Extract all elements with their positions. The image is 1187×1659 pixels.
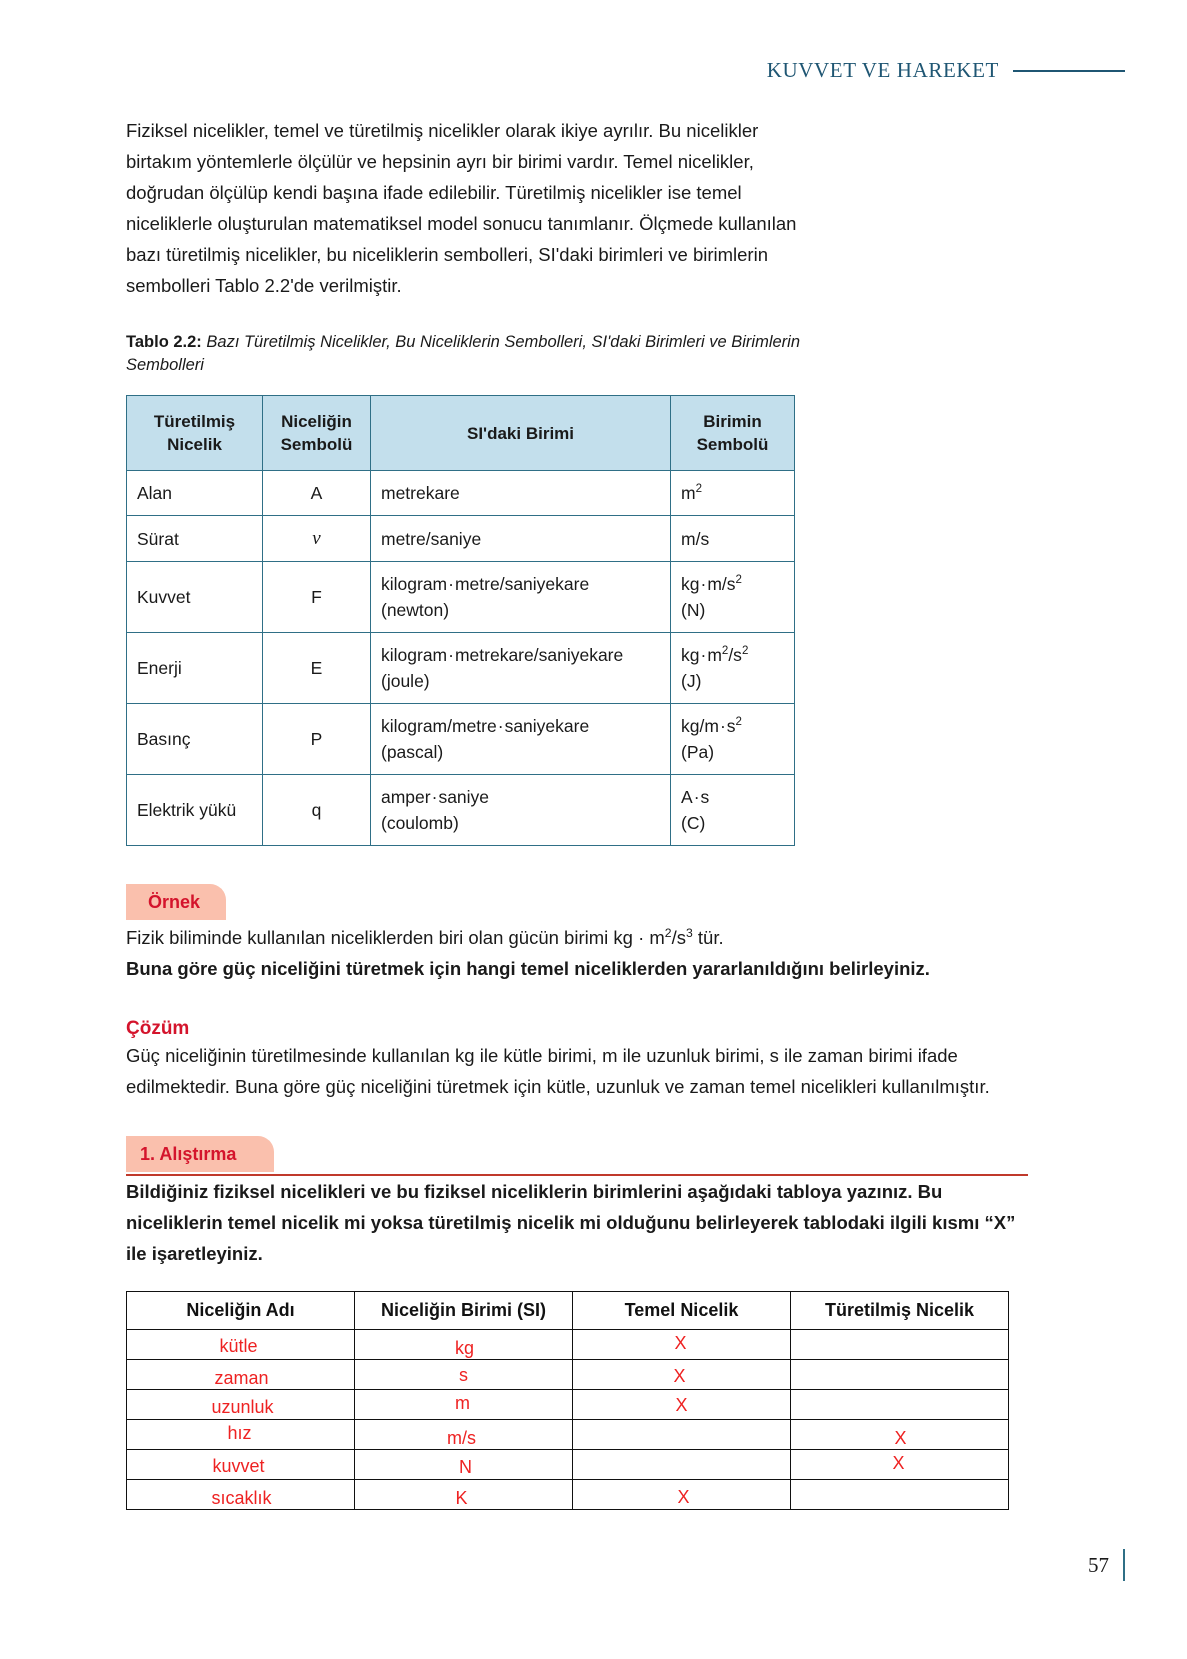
si-unit-line-1: kilogram/metre·saniyekare xyxy=(381,716,590,736)
unit-symbol-line-2: (J) xyxy=(681,671,702,691)
cell-unit-symbol xyxy=(671,704,795,775)
cell-si-unit xyxy=(371,471,671,516)
middle-dot: · xyxy=(448,645,454,665)
answer-mark: X xyxy=(677,1487,690,1507)
cell-quantity-unit[interactable] xyxy=(355,1480,573,1510)
chapter-title: KUVVET VE HAREKET xyxy=(766,58,999,82)
example-statement-mid: /s xyxy=(671,927,686,948)
col-header-base-quantity: Temel Nicelik xyxy=(573,1292,791,1330)
answer-mark: X xyxy=(673,1366,686,1386)
unit-symbol-line-1: A·s xyxy=(681,787,710,807)
cell-quantity-unit[interactable] xyxy=(355,1420,573,1450)
table-row xyxy=(127,562,795,633)
footer-rule xyxy=(1123,1549,1125,1581)
cell-quantity-name[interactable] xyxy=(127,1360,355,1390)
table-body xyxy=(127,471,795,846)
cell-base-mark[interactable] xyxy=(573,1360,791,1390)
answer-text: uzunluk xyxy=(211,1397,274,1417)
cell-quantity: Basınç xyxy=(127,704,263,775)
cell-quantity-unit[interactable] xyxy=(355,1390,573,1420)
intro-paragraph: Fiziksel nicelikler, temel ve türetilmiş nicelikler olarak ikiye ayrılır. Bu nicelikler birtakım yöntemlerle ölçülür ve hepsinin ayrı bir birimi vardır. Temel nicelikler, doğrudan ölçülüp kendi başına ifade edilebilir. Türetilmiş nicelikler ise temel niceliklerle oluşturulan matematiksel model sonucu tanımlanır. Ölçmede kullanılan bazı türetilmiş nicelikler, bu niceliklerin sembolleri, SI'daki birimleri ve birimlerin sembolleri Tablo 2.2'de verilmiştir. xyxy=(126,120,797,296)
cell-si-unit xyxy=(371,775,671,846)
table-caption xyxy=(126,331,816,377)
answer-mark: X xyxy=(675,1395,688,1415)
table-row xyxy=(127,633,795,704)
table-caption-text: Bazı Türetilmiş Nicelikler, Bu Niceliklerin Sembolleri, SI'daki Birimleri ve Birimlerin Sembolleri xyxy=(126,333,801,374)
table-row[interactable] xyxy=(127,1420,1009,1450)
cell-si-unit xyxy=(371,562,671,633)
col-header-symbol: Niceliğin Sembolü xyxy=(263,396,371,471)
cell-quantity-unit[interactable] xyxy=(355,1360,573,1390)
unit-symbol-line-1: $kg\cdot m^2/s^2$ xyxy=(681,645,749,665)
si-unit-line-2: (newton) xyxy=(381,600,450,620)
cell-quantity-name[interactable] xyxy=(127,1390,355,1420)
si-unit-line-1: amper·saniye xyxy=(381,787,490,807)
middle-dot: · xyxy=(448,574,454,594)
example-statement-before: Fizik biliminde kullanılan niceliklerden biri olan gücün birimi kg · m xyxy=(126,927,665,948)
unit-symbol-line-1: m/s xyxy=(681,528,710,549)
middle-dot: · xyxy=(700,574,707,594)
superscript: 2 xyxy=(735,574,742,587)
unit-symbol-line-2: (N) xyxy=(681,600,706,620)
answer-text: zaman xyxy=(214,1368,269,1388)
si-unit-line-1: metrekare xyxy=(381,483,460,503)
cell-si-unit xyxy=(371,704,671,775)
si-unit-line-1: metre/saniye xyxy=(381,528,482,549)
cell-si-unit xyxy=(371,516,671,562)
cell-symbol: A xyxy=(263,471,371,516)
cell-base-mark[interactable] xyxy=(573,1330,791,1360)
cell-symbol: q xyxy=(263,775,371,846)
cell-derived-mark[interactable] xyxy=(791,1480,1009,1510)
answer-mark: X xyxy=(892,1453,905,1473)
page-footer xyxy=(1088,1549,1125,1581)
cell-base-mark[interactable] xyxy=(573,1480,791,1510)
col-header-si-unit: SI'daki Birimi xyxy=(371,396,671,471)
page-content xyxy=(126,115,1028,1510)
middle-dot: · xyxy=(431,787,438,807)
cell-quantity-name[interactable] xyxy=(127,1420,355,1450)
answer-mark: X xyxy=(894,1428,907,1448)
answer-text: m xyxy=(455,1393,470,1413)
middle-dot: · xyxy=(693,787,700,807)
table-caption-label: Tablo 2.2: xyxy=(126,333,202,351)
answer-text: m/s xyxy=(447,1428,476,1448)
cell-unit-symbol xyxy=(671,471,795,516)
cell-unit-symbol xyxy=(671,562,795,633)
derived-quantities-table xyxy=(126,395,795,846)
example-question: Buna göre güç niceliğini türetmek için hangi temel niceliklerden yararlanıldığını belirleyiniz. xyxy=(126,958,930,979)
cell-base-mark[interactable] xyxy=(573,1450,791,1480)
cell-base-mark[interactable] xyxy=(573,1420,791,1450)
cell-derived-mark[interactable] xyxy=(791,1360,1009,1390)
cell-derived-mark[interactable] xyxy=(791,1330,1009,1360)
unit-symbol-line-1: $kg/m\cdot s^2$ xyxy=(681,716,742,736)
superscript: 2 xyxy=(741,645,749,658)
table-row xyxy=(127,516,795,562)
cell-quantity: Elektrik yükü xyxy=(127,775,263,846)
cell-quantity-name[interactable] xyxy=(127,1330,355,1360)
exercise-badge: 1. Alıştırma xyxy=(126,1136,274,1172)
col-header-quantity: Türetilmiş Nicelik xyxy=(127,396,263,471)
superscript: 3 xyxy=(685,925,693,940)
si-unit-line-2: (coulomb) xyxy=(381,813,459,833)
superscript: 2 xyxy=(664,925,672,940)
cell-quantity-name[interactable] xyxy=(127,1480,355,1510)
table-row[interactable] xyxy=(127,1330,1009,1360)
exercise-table-body xyxy=(127,1330,1009,1510)
si-unit-line-1: kilogram·metre/saniyekare xyxy=(381,574,590,594)
si-unit-line-2: (joule) xyxy=(381,671,430,691)
col-header-derived-quantity: Türetilmiş Nicelik xyxy=(791,1292,1009,1330)
superscript: 2 xyxy=(695,483,702,496)
table-row xyxy=(127,471,795,516)
page-running-header xyxy=(767,58,1125,83)
middle-dot: · xyxy=(719,716,726,736)
answer-text: s xyxy=(459,1365,468,1385)
cell-symbol: F xyxy=(263,562,371,633)
cell-quantity-name[interactable] xyxy=(127,1450,355,1480)
col-header-quantity-unit: Niceliğin Birimi (SI) xyxy=(355,1292,573,1330)
cell-quantity: Enerji xyxy=(127,633,263,704)
answer-mark: X xyxy=(674,1333,687,1353)
answer-text: K xyxy=(455,1488,468,1508)
page-number: 57 xyxy=(1088,1552,1109,1577)
middle-dot: · xyxy=(497,716,504,736)
exercise-badge-row xyxy=(126,1136,1028,1176)
cell-quantity-unit[interactable] xyxy=(355,1330,573,1360)
cell-base-mark[interactable] xyxy=(573,1390,791,1420)
answer-text: kg xyxy=(454,1338,474,1358)
cell-unit-symbol xyxy=(671,775,795,846)
unit-symbol-line-1: $m^2$ xyxy=(681,483,702,503)
superscript: 2 xyxy=(721,645,729,658)
table-row[interactable] xyxy=(127,1480,1009,1510)
answer-text: hız xyxy=(227,1423,252,1443)
table-row xyxy=(127,704,795,775)
symbol-italic-nu: ν xyxy=(312,528,321,549)
table-head xyxy=(127,396,795,471)
solution-text: Güç niceliğinin türetilmesinde kullanılan kg ile kütle birimi, m ile uzunluk birimi, s ile zaman birimi ifade edilmektedir. Buna göre güç niceliğini türetmek için kütle, uzunluk ve zaman temel nicelikleri kullanılmıştır. xyxy=(126,1045,990,1097)
cell-symbol: P xyxy=(263,704,371,775)
answer-text: kütle xyxy=(219,1336,258,1356)
answer-text: N xyxy=(459,1457,472,1477)
superscript: 2 xyxy=(735,716,742,729)
cell-si-unit xyxy=(371,633,671,704)
exercise-underline-rule xyxy=(126,1174,1028,1177)
col-header-unit-symbol: Birimin Sembolü xyxy=(671,396,795,471)
example-badge: Örnek xyxy=(126,884,226,920)
si-unit-line-2: (pascal) xyxy=(381,742,444,762)
table-header-row xyxy=(127,396,795,471)
example-statement xyxy=(126,922,906,953)
table-row xyxy=(127,775,795,846)
cell-derived-mark[interactable] xyxy=(791,1420,1009,1450)
unit-symbol-line-2: (C) xyxy=(681,813,706,833)
exercise-answer-table[interactable] xyxy=(126,1291,1009,1510)
table-row[interactable] xyxy=(127,1360,1009,1390)
cell-symbol: E xyxy=(263,633,371,704)
exercise-header-row xyxy=(127,1292,1009,1330)
table-row[interactable] xyxy=(127,1390,1009,1420)
table-row[interactable] xyxy=(127,1450,1009,1480)
cell-quantity-unit[interactable] xyxy=(355,1450,573,1480)
exercise-instruction: Bildiğiniz fiziksel nicelikleri ve bu fiziksel niceliklerin birimlerini aşağıdaki tabloya yazınız. Bu niceliklerin temel nicelik mi yoksa türetilmiş nicelik mi olduğunu belirleyerek tablodaki ilgili kısmı “X” ile işaretleyiniz. xyxy=(126,1181,1016,1264)
answer-text: kuvvet xyxy=(212,1456,265,1476)
cell-quantity: Sürat xyxy=(127,516,263,562)
solution-heading: Çözüm xyxy=(126,1018,190,1039)
cell-unit-symbol xyxy=(671,633,795,704)
unit-symbol-line-1: $kg\cdot m/s^2$ xyxy=(681,574,742,594)
unit-symbol-line-2: (Pa) xyxy=(681,742,715,762)
cell-symbol xyxy=(263,516,371,562)
si-unit-line-1: kilogram·metrekare/saniyekare xyxy=(381,645,624,665)
cell-quantity: Alan xyxy=(127,471,263,516)
cell-quantity: Kuvvet xyxy=(127,562,263,633)
middle-dot: · xyxy=(700,645,707,665)
col-header-quantity-name: Niceliğin Adı xyxy=(127,1292,355,1330)
header-rule xyxy=(1013,70,1125,72)
cell-unit-symbol xyxy=(671,516,795,562)
cell-derived-mark[interactable] xyxy=(791,1450,1009,1480)
cell-derived-mark[interactable] xyxy=(791,1390,1009,1420)
exercise-table-head xyxy=(127,1292,1009,1330)
example-statement-after: tür. xyxy=(692,927,724,948)
answer-text: sıcaklık xyxy=(211,1488,272,1508)
example-badge-row xyxy=(126,884,1028,922)
